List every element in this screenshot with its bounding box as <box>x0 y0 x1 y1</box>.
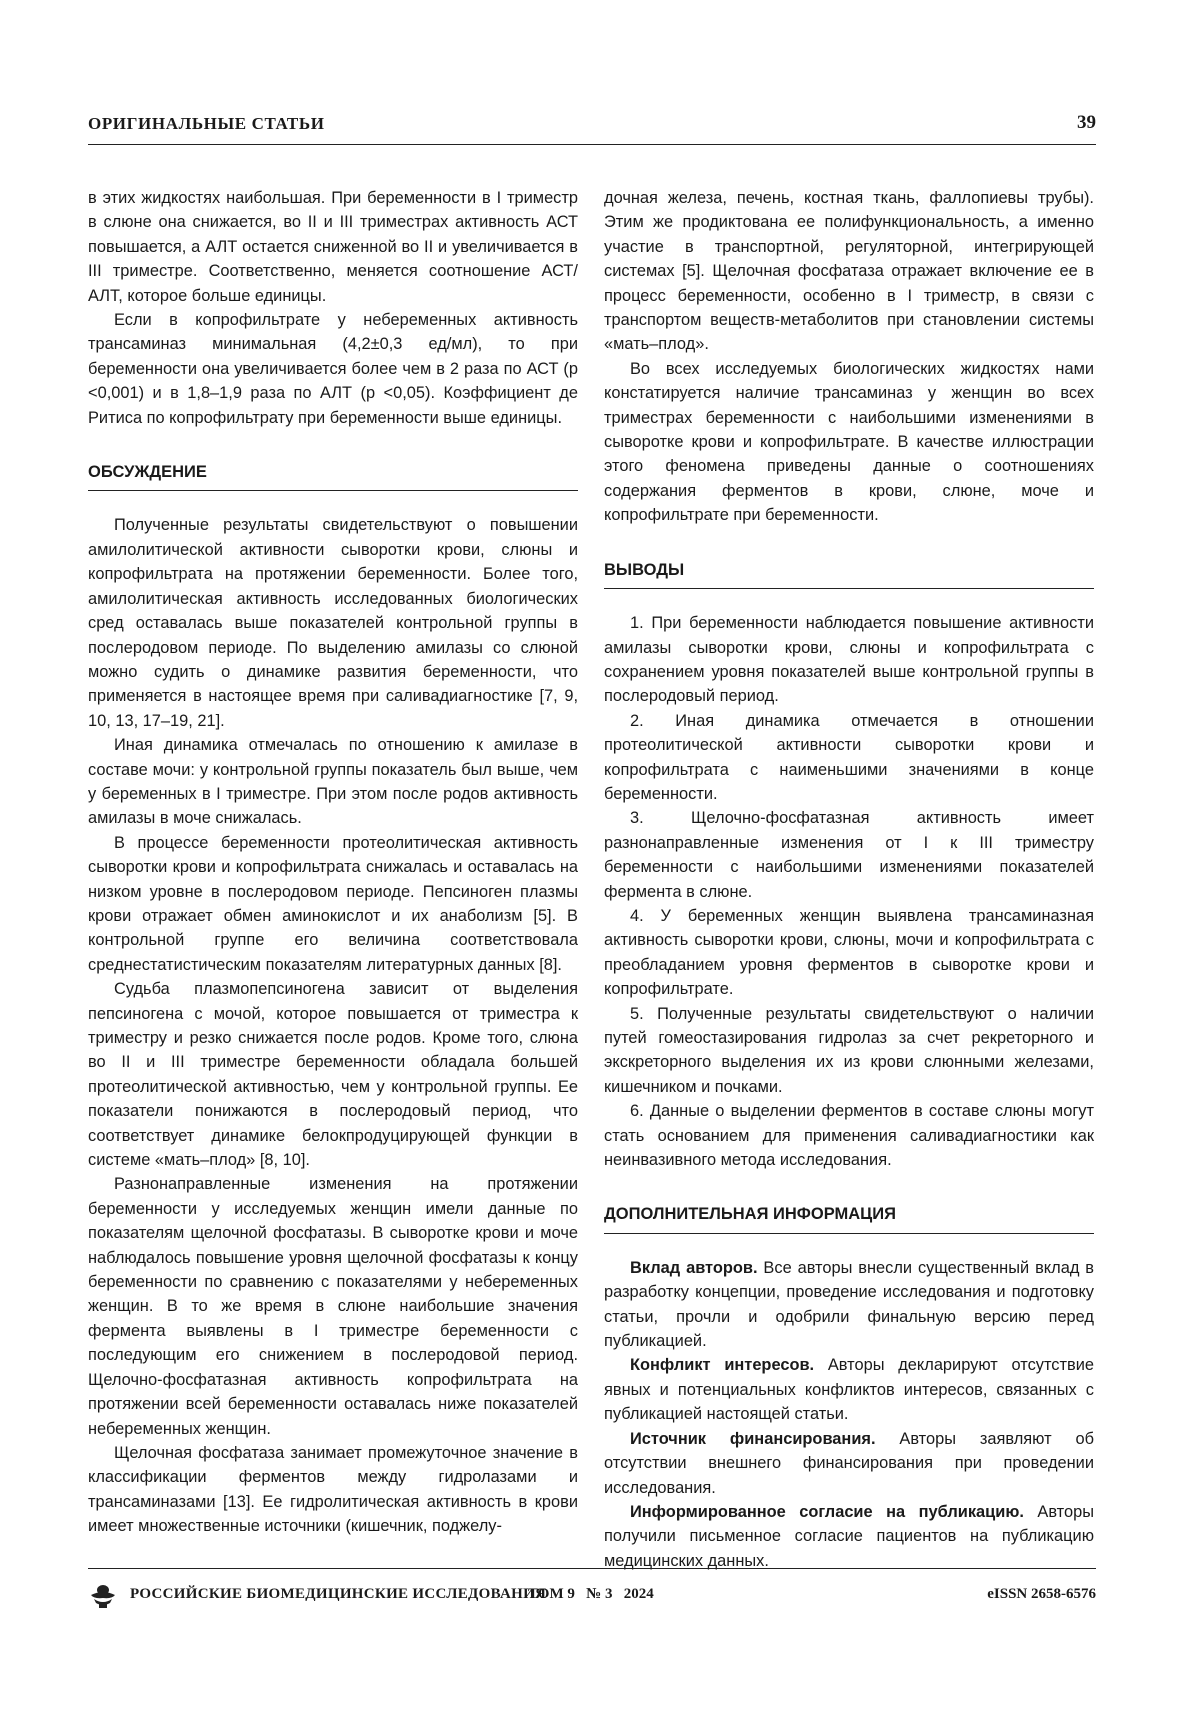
conclusion-item: 2. Иная динамика отмечается в отношении протеолитической активности сыворотки крови и копрофильтрата с наименьшими значениями в конце беременности. <box>604 711 1094 803</box>
info-label: Вклад авторов. <box>630 1258 758 1277</box>
section-heading-additional-info: ДОПОЛНИТЕЛЬНАЯ ИНФОРМАЦИЯ <box>604 1202 1094 1233</box>
paragraph: Иная динамика отмечалась по отношению к амилазе в составе мочи: у контрольной группы показатель был выше, чем у беременных в I триместре. При этом после родов активность амилазы в моче снижалась. <box>88 736 578 828</box>
paragraph: в этих жидкостях наибольшая. При беременности в I триместр в слюне она снижается, во II и III триместрах активность АСТ повышается, а АЛТ остается сниженной во II и увеличивается в III триместре. Соответственно, меняется соотношение АСТ/АЛТ, которое больше единицы. <box>88 189 578 305</box>
page-header <box>88 110 1096 145</box>
volume-issue: ТОМ 9 № 3 2024 <box>528 1586 654 1602</box>
journal-emblem-icon <box>88 1583 118 1609</box>
page-number: 39 <box>1077 112 1096 133</box>
paragraph: Полученные результаты свидетельствуют о повышении амилолитической активности сыворотки крови, слюны и копрофильтрата на протяжении беременности. Более того, амилолитическая активность исследованных биологических сред оставалась выше показателей контрольной группы в послеродовом периоде. По выделению амилазы со слюной можно судить о динамике развития беременности, что применяется в настоящее время при саливадиагностике [7, 9, 10, 13, 17–19, 21]. <box>88 516 578 730</box>
paragraph: Во всех исследуемых биологических жидкостях нами констатируется наличие трансаминаз у женщин во всех триместрах беременности с наибольшими изменениями в сыворотке крови и копрофильтрате. В качестве иллюстрации этого феномена приведены данные о соотношениях содержания ферментов в крови, слюне, моче и копрофильтрате при беременности. <box>604 359 1094 525</box>
journal-name: РОССИЙСКИЕ БИОМЕДИЦИНСКИЕ ИССЛЕДОВАНИЯ <box>130 1586 547 1602</box>
paragraph: Разнонаправленные изменения на протяжении беременности у исследуемых женщин имели данные по показателям щелочной фосфатазы. В сыворотке крови и моче наблюдалось повышение уровня щелочной фосфатазы к концу беременности по сравнению с показателями у небеременных женщин. В то же время в слюне наибольшие значения фермента выявлены в I триместре беременности с последующим его снижением в послеродовой период. Щелочно-фосфатазная активность копрофильтрата на протяжении всей беременности оставалась ниже показателей небеременных женщин. <box>88 1175 578 1438</box>
paragraph: дочная железа, печень, костная ткань, фаллопиевы трубы). Этим же продиктована ее полифункциональность, а именно участие в транспортной, регуляторной, интегрирующей системах [5]. Щелочная фосфатаза отражает включение ее в процесс беременности, особенно в I триместр, в связи с транспортом веществ-метаболитов при становлении системы «мать–плод». <box>604 189 1094 354</box>
paragraph: В процессе беременности протеолитическая активность сыворотки крови и копрофильтрата снижалась и оставалась на низком уровне в послеродовом периоде. Пепсиноген плазмы крови отражает обмен аминокислот и их анаболизм [5]. В контрольной группе его величина соответствовала среднестатистическим показателям литературных данных [8]. <box>88 833 578 974</box>
info-item-consent <box>604 1500 1094 1573</box>
right-column <box>604 186 1094 1573</box>
left-column <box>88 186 578 1539</box>
page-footer <box>88 1568 1096 1605</box>
info-item-contribution <box>604 1256 1094 1354</box>
conclusion-item: 3. Щелочно-фосфатазная активность имеет разнонаправленные изменения от I к III триместру беременности с наибольшими изменениями показателей фермента в слюне. <box>604 809 1094 901</box>
info-text: Все авторы внесли существенный вклад в разработку концепции, проведение исследования и подготовку статьи, прочли и одобрили финальную версию перед публикацией. <box>604 1258 1094 1351</box>
info-label: Конфликт интересов. <box>630 1356 815 1375</box>
info-text: Авторы заявляют об отсутствии внешнего финансирования при проведении исследования. <box>604 1429 1094 1497</box>
info-item-conflict <box>604 1353 1094 1426</box>
paragraph: Щелочная фосфатаза занимает промежуточное значение в классификации ферментов между гидролазами и трансаминазами [13]. Ее гидролитическая активность в крови имеет множественные источники (кишечник, поджелу- <box>88 1443 578 1536</box>
running-title: ОРИГИНАЛЬНЫЕ СТАТЬИ <box>88 114 325 133</box>
section-heading-conclusions: ВЫВОДЫ <box>604 558 1094 589</box>
info-label: Источник финансирования. <box>630 1429 876 1448</box>
paragraph: Судьба плазмопепсиногена зависит от выделения пепсиногена с мочой, которое повышается от триместра к триместру и резко снижается после родов. Кроме того, слюна во II и III триместре беременности обладала большей протеолитической активностью, чем у контрольной группы. Ее показатели понижаются в послеродовый период, что соответствует динамике белокпродуцирующей функции в системе «мать–плод» [8, 10]. <box>88 980 578 1170</box>
eissn: eISSN 2658-6576 <box>987 1586 1096 1602</box>
info-label: Информированное согласие на публикацию. <box>630 1502 1024 1521</box>
info-text: Авторы получили письменное согласие пациентов на публикацию медицинских данных. <box>604 1502 1095 1570</box>
section-heading-discussion: ОБСУЖДЕНИЕ <box>88 460 578 491</box>
conclusion-item: 4. У беременных женщин выявлена трансаминазная активность сыворотки крови, слюны, мочи и копрофильтрата с преобладанием уровня ферментов в сыворотке крови и копрофильтрате. <box>604 906 1094 999</box>
conclusion-item: 6. Данные о выделении ферментов в составе слюны могут стать основанием для применения саливадиагностики как неинвазивного метода исследования. <box>604 1102 1094 1170</box>
info-text: Авторы декларируют отсутствие явных и потенциальных конфликтов интересов, связанных с публикацией настоящей статьи. <box>604 1356 1094 1424</box>
conclusion-item: 1. При беременности наблюдается повышение активности амилазы сыворотки крови, слюны и копрофильтрата с сохранением уровня показателей выше контрольной группы в послеродовый период. <box>604 614 1094 706</box>
conclusion-item: 5. Полученные результаты свидетельствуют о наличии путей гомеостазирования гидролаз за счет рекреторного и экскреторного выделения их из крови слюнными железами, кишечником и почками. <box>604 1004 1094 1096</box>
paragraph: Если в копрофильтрате у небеременных активность трансаминаз минимальная (4,2±0,3 ед/мл), то при беременности она увеличивается более чем в 2 раза по АСТ (р <0,001) и в 1,8–1,9 раза по АЛТ (р <0,05). Коэффициент де Ритиса по копрофильтрату при беременности выше единицы. <box>88 311 578 427</box>
info-item-funding <box>604 1427 1094 1500</box>
